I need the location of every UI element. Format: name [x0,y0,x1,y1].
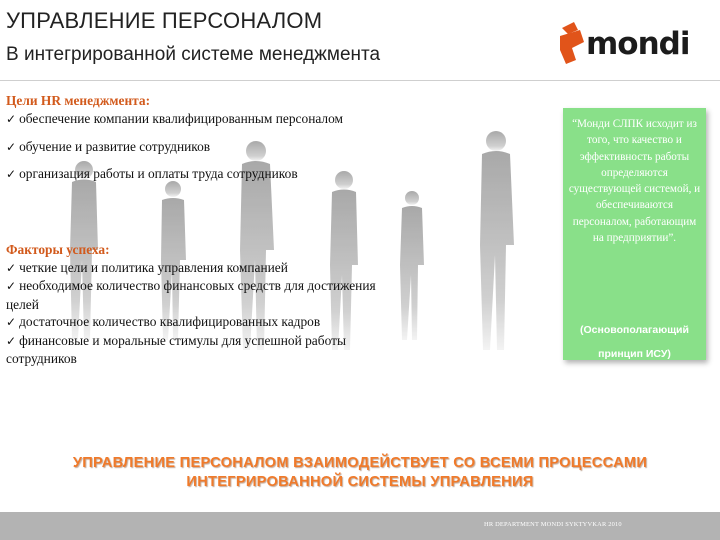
content-block [6,92,406,368]
check-icon: ✓ [6,260,17,275]
list-item: ✓ четкие цели и политика управления компанией [6,259,288,275]
banner-line-1: УПРАВЛЕНИЕ ПЕРСОНАЛОМ ВЗАИМОДЕЙСТВУЕТ СО ВСЕМИ ПРОЦЕССАМИ [72,455,648,471]
mondi-logo-text: mondi [586,26,690,62]
hr-goals-heading: Цели HR менеджмента: [6,93,151,108]
check-icon: ✓ [6,279,17,293]
check-icon: ✓ [6,315,17,329]
quote-note: (Основополагающий принцип ИСУ) [580,324,689,360]
list-item: ✓ необходимое количество финансовых средств для достижения целей [6,278,376,312]
page-subtitle: В интегрированной системе менеджмента [6,44,381,65]
quote-text: “Монди СЛПК исходит из того, что качество и эффективность работы определяются существующей системой, и обеспечиваются персоналом, работающим на предприятии”. [568,118,701,245]
list-item: ✓ организация работы и оплаты труда сотрудников [6,165,298,181]
footer-text: HR DEPARTMENT MONDI SYKTYVKAR 2010 [484,521,622,528]
check-icon: ✓ [6,140,17,154]
check-icon: ✓ [6,333,17,348]
banner-text [0,454,720,492]
list-item: ✓ обеспечение компании квалифицированным персоналом [6,110,344,126]
list-item: ✓ финансовые и моральные стимулы для успешной работы сотрудников [6,332,346,366]
page-title: УПРАВЛЕНИЕ ПЕРСОНАЛОМ [6,8,323,33]
header-divider [0,80,720,81]
list-item: ✓ обучение и развитие сотрудников [6,139,211,154]
footer-bar [0,512,720,540]
quote-box [563,108,706,360]
success-factors-heading: Факторы успеха: [6,242,110,257]
check-icon: ✓ [6,166,17,181]
banner-line-2: ИНТЕГРИРОВАННОЙ СИСТЕМЫ УПРАВЛЕНИЯ [186,474,534,490]
check-icon: ✓ [6,111,17,126]
list-item: ✓ достаточное количество квалифицированных кадров [6,314,321,329]
